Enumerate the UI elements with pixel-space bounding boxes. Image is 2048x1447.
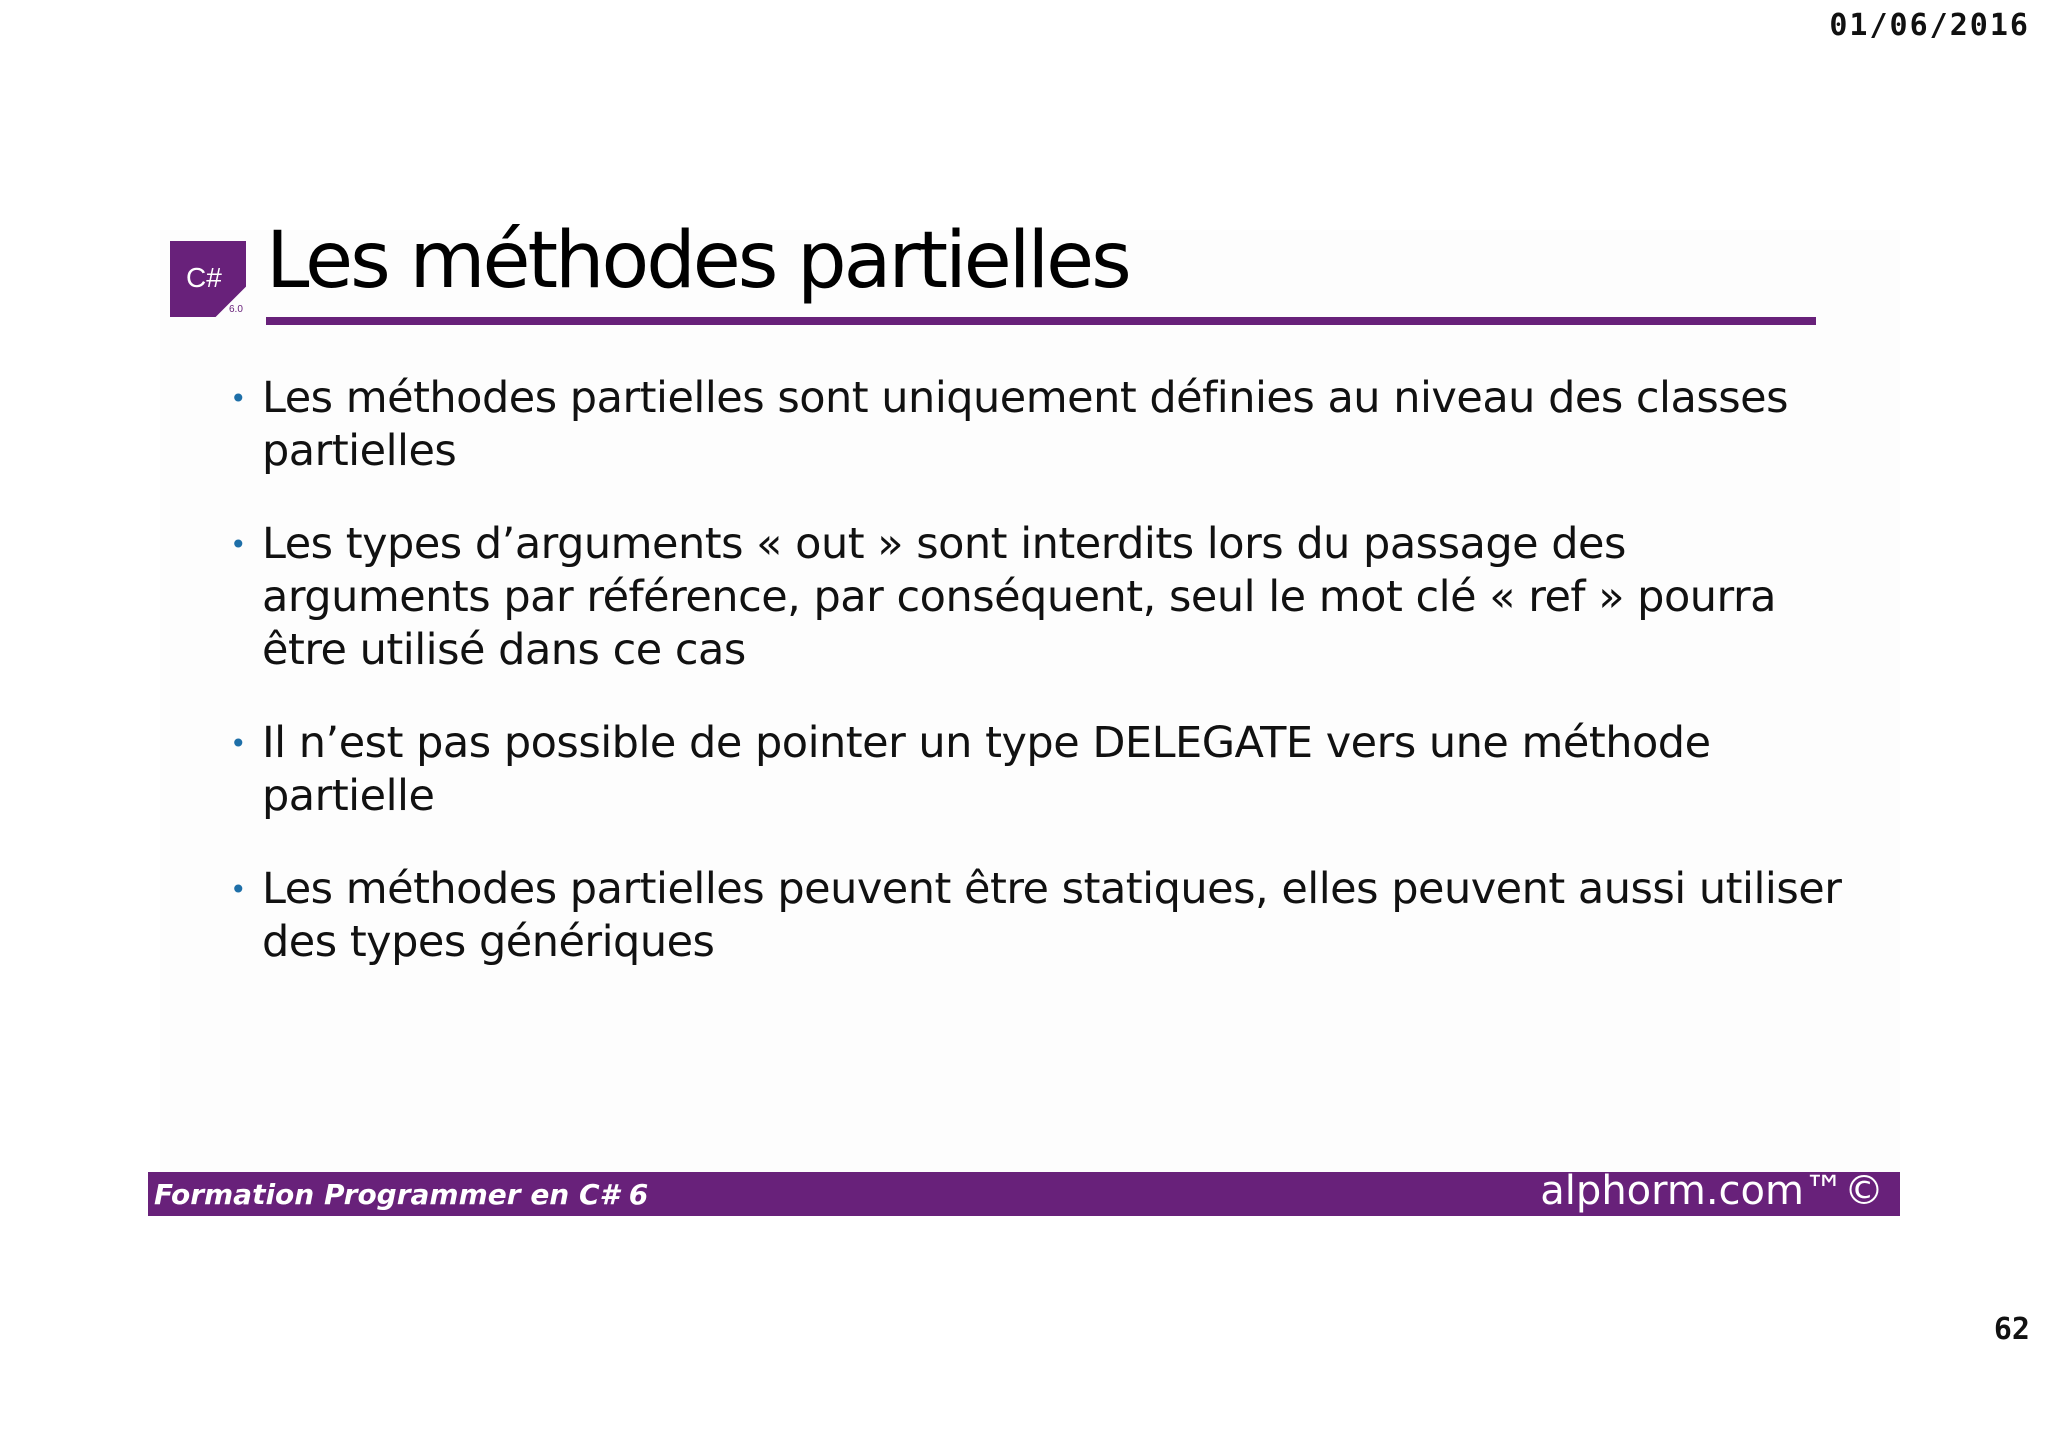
- bullet-text: Il n’est pas possible de pointer un type DELEGATE vers une méthode partielle: [262, 718, 1711, 821]
- logo-version: 6.0: [229, 304, 243, 315]
- bullet-list: [220, 372, 1860, 1009]
- bullet-item: [220, 372, 1860, 478]
- bullet-item: [220, 863, 1860, 969]
- bullet-text: Les méthodes partielles peuvent être statiques, elles peuvent aussi utiliser des types génériques: [262, 864, 1842, 967]
- bullet-dot-icon: •: [230, 382, 247, 415]
- bullet-item: [220, 717, 1860, 823]
- bullet-item: [220, 518, 1860, 677]
- bullet-dot-icon: •: [230, 528, 247, 561]
- brand-label: alphorm.com™©: [1540, 1168, 1884, 1214]
- bullet-dot-icon: •: [230, 873, 247, 906]
- bullet-dot-icon: •: [230, 727, 247, 760]
- course-title: Formation Programmer en C# 6: [154, 1178, 649, 1211]
- title-underline: [266, 317, 1816, 325]
- bullet-text: Les méthodes partielles sont uniquement définies au niveau des classes partielles: [262, 373, 1789, 476]
- logo-label: C#: [186, 262, 222, 293]
- slide-title: Les méthodes partielles: [266, 216, 1129, 306]
- bullet-text: Les types d’arguments « out » sont interdits lors du passage des arguments par référence, par conséquent, seul le mot clé « ref » pourra être utilisé dans ce cas: [262, 519, 1776, 675]
- footer-bar: [148, 1168, 1900, 1216]
- page-number: 62: [1993, 1312, 2030, 1347]
- date-stamp: 01/06/2016: [1829, 8, 2030, 43]
